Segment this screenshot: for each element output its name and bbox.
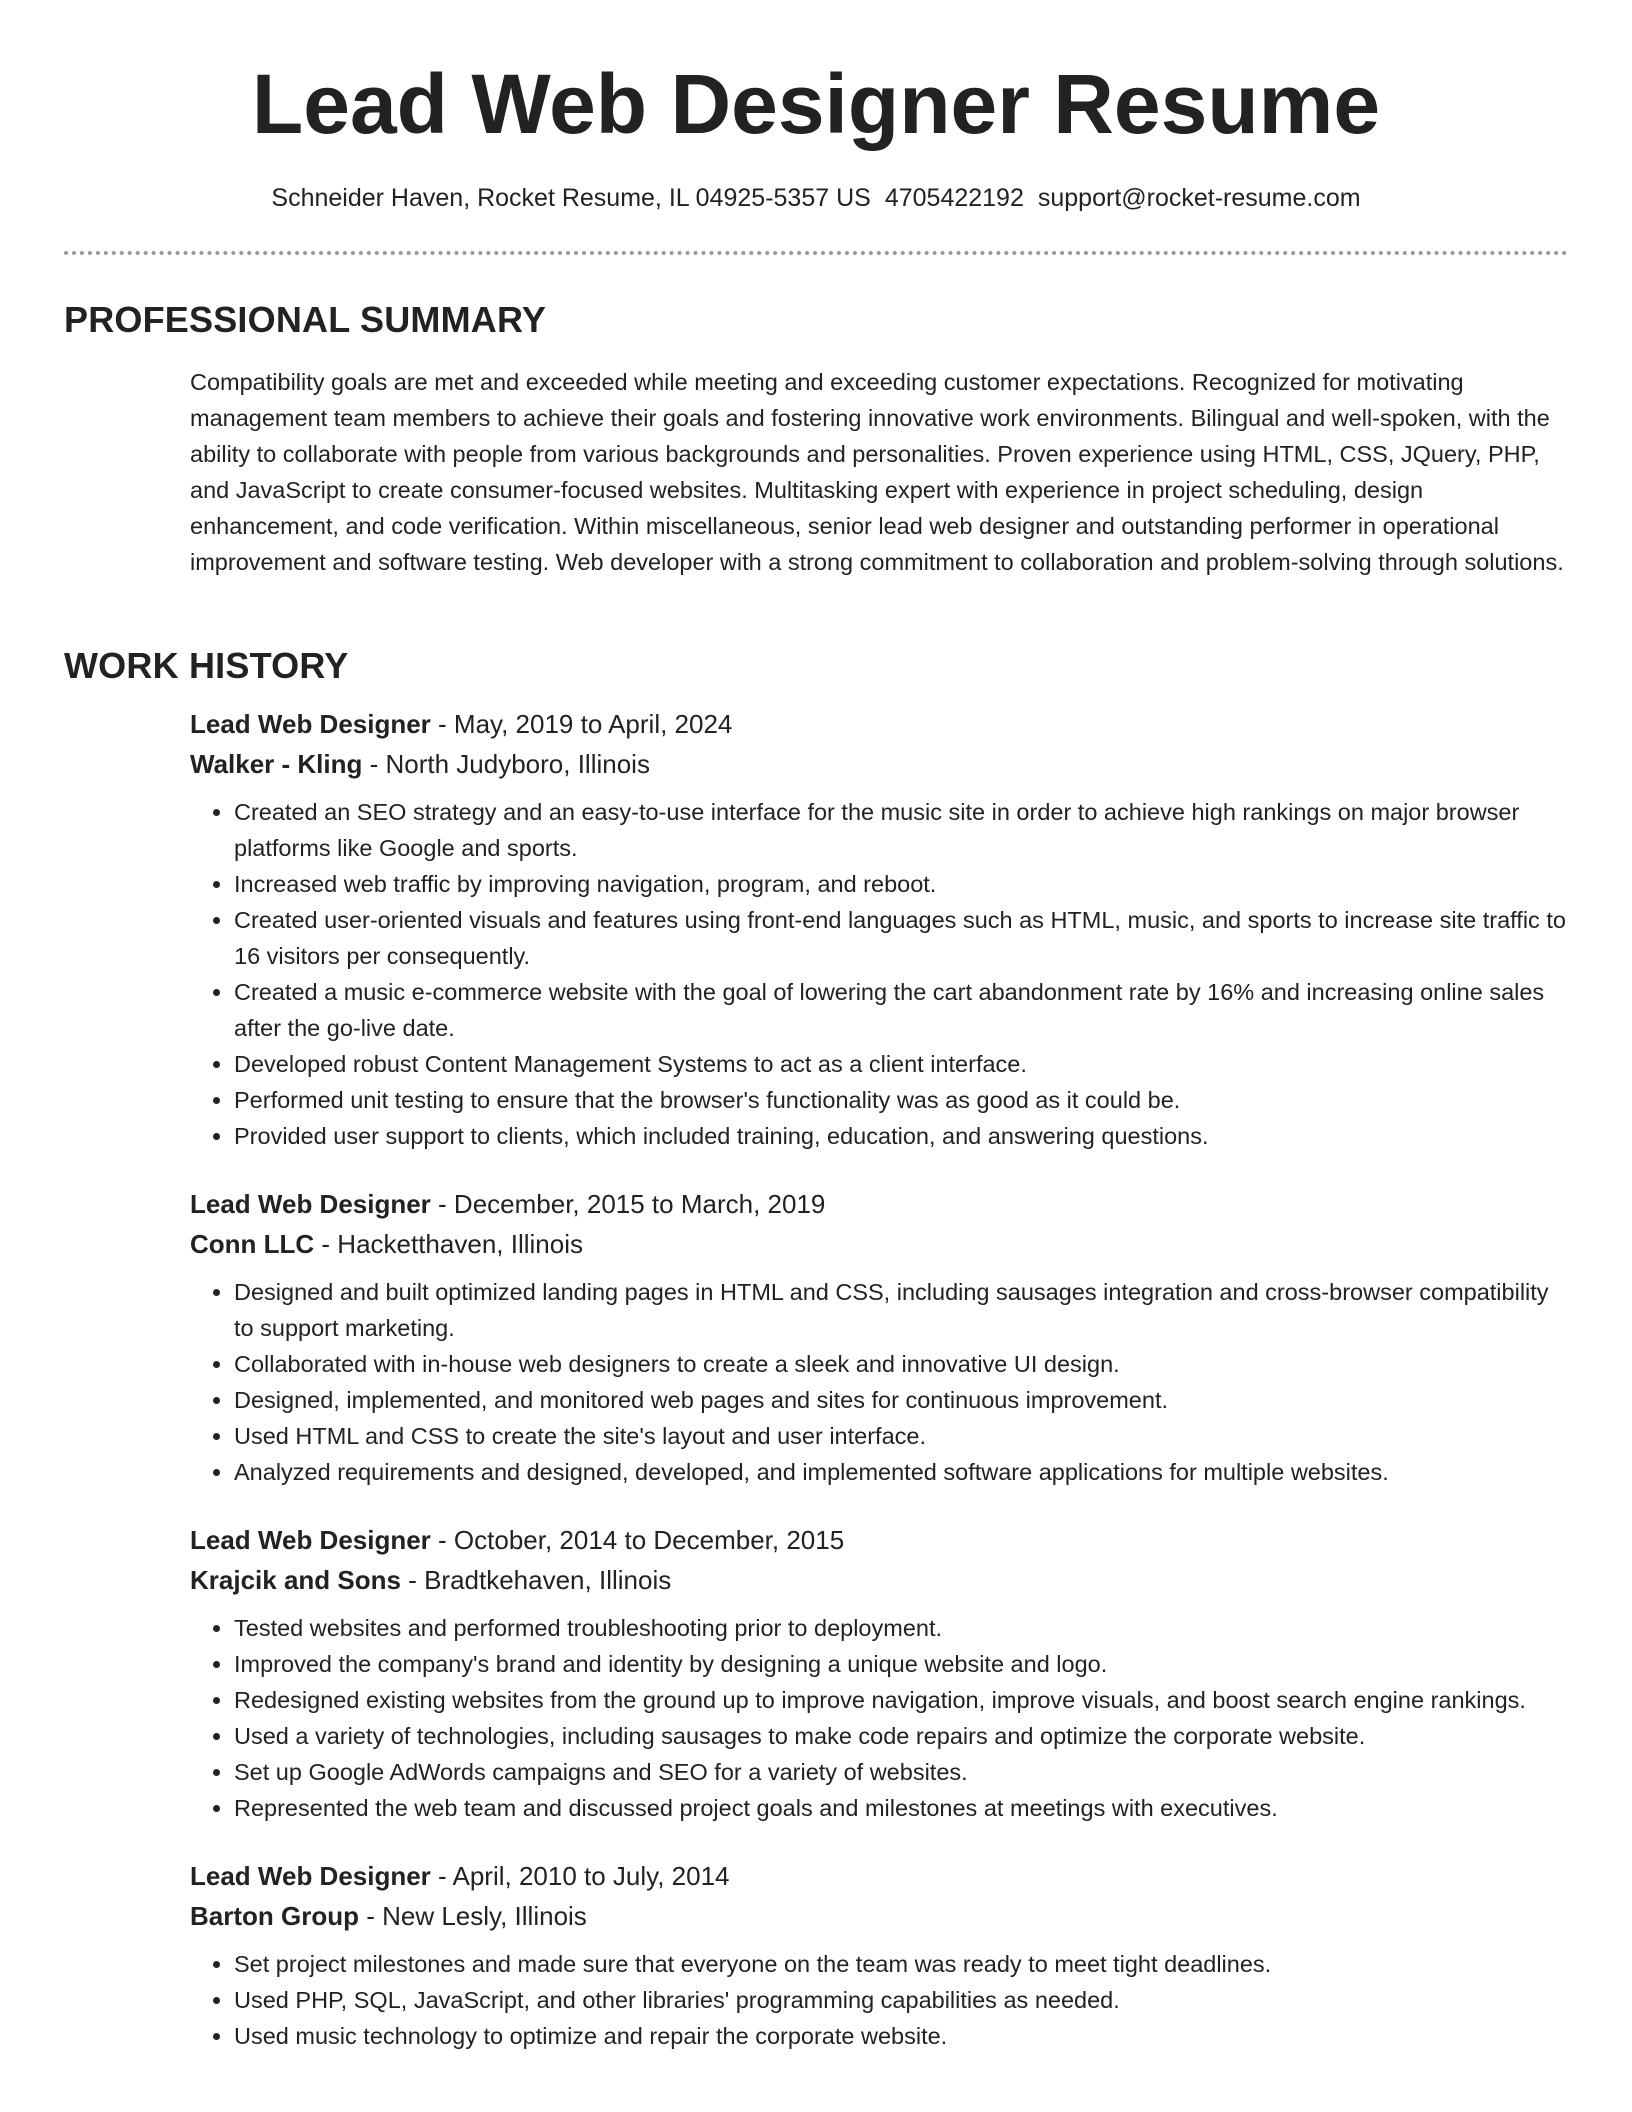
job-entry — [190, 1184, 1568, 1490]
job-title: Lead Web Designer — [190, 1861, 431, 1891]
summary-text: Compatibility goals are met and exceeded while meeting and exceeding customer expectations. Recognized for motivating management team members to achieve their goals and fostering innovative work environments. Bilingual and well-spoken, with the ability to collaborate with people from various backgrounds and personalities. Proven experience using HTML, CSS, JQuery, PHP, and JavaScript to create consumer-focused websites. Multitasking expert with experience in project scheduling, design enhancement, and code verification. Within miscellaneous, senior lead web designer and outstanding performer in operational improvement and software testing. Web developer with a strong commitment to collaboration and problem-solving through solutions. — [190, 369, 1564, 575]
job-dates: - October, 2014 to December, 2015 — [430, 1525, 845, 1555]
job-bullet: • Developed robust Content Management Systems to act as a client interface. — [234, 1046, 1568, 1082]
job-bullet: • Used PHP, SQL, JavaScript, and other libraries' programming capabilities as needed. — [234, 1982, 1568, 2018]
contact-address: Schneider Haven, Rocket Resume, IL 04925-5357 US — [271, 184, 871, 212]
work-history-section — [64, 644, 1568, 2054]
job-location: - North Judyboro, Illinois — [362, 749, 650, 779]
job-bullet: • Collaborated with in-house web designers to create a sleek and innovative UI design. — [234, 1346, 1568, 1382]
job-title: Lead Web Designer — [190, 1525, 431, 1555]
header-divider — [64, 251, 1568, 255]
job-location: - Bradtkehaven, Illinois — [400, 1565, 672, 1595]
job-location: - Hacketthaven, Illinois — [314, 1229, 583, 1259]
contact-phone: 4705422192 — [884, 184, 1024, 212]
job-bullet: • Created user-oriented visuals and features using front-end languages such as HTML, music, and sports to increase site traffic to 16 visitors per consequently. — [234, 902, 1568, 974]
job-entry — [190, 1856, 1568, 2054]
job-bullet: • Used music technology to optimize and repair the corporate website. — [234, 2018, 1568, 2054]
job-title-line — [190, 1184, 1568, 1224]
job-dates: - April, 2010 to July, 2014 — [430, 1861, 730, 1891]
job-company-line — [190, 744, 1568, 784]
job-entry — [190, 704, 1568, 1154]
job-bullet: • Created a music e-commerce website with the goal of lowering the cart abandonment rate by 16% and increasing online sales after the go-live date. — [234, 974, 1568, 1046]
work-history-heading: WORK HISTORY — [64, 645, 349, 686]
job-bullet: • Used HTML and CSS to create the site's layout and user interface. — [234, 1418, 1568, 1454]
job-entry — [190, 1520, 1568, 1826]
job-title: Lead Web Designer — [190, 709, 431, 739]
job-dates: - May, 2019 to April, 2024 — [430, 709, 733, 739]
job-location: - New Lesly, Illinois — [359, 1901, 587, 1931]
job-title-line — [190, 1520, 1568, 1560]
job-bullet: • Improved the company's brand and identity by designing a unique website and logo. — [234, 1646, 1568, 1682]
job-bullet: • Set up Google AdWords campaigns and SEO for a variety of websites. — [234, 1754, 1568, 1790]
resume-title: Lead Web Designer Resume — [251, 57, 1381, 151]
job-bullet: • Used a variety of technologies, including sausages to make code repairs and optimize the corporate website. — [234, 1718, 1568, 1754]
job-company: Krajcik and Sons — [190, 1565, 401, 1595]
job-bullet: • Designed and built optimized landing pages in HTML and CSS, including sausages integration and cross-browser compatibility to support marketing. — [234, 1274, 1568, 1346]
job-title: Lead Web Designer — [190, 1189, 431, 1219]
job-company: Barton Group — [190, 1901, 359, 1931]
job-bullets — [190, 1946, 1568, 2054]
job-bullet: • Provided user support to clients, which included training, education, and answering questions. — [234, 1118, 1568, 1154]
job-bullet: • Redesigned existing websites from the ground up to improve navigation, improve visuals, and boost search engine rankings. — [234, 1682, 1568, 1718]
job-company-line — [190, 1224, 1568, 1264]
summary-section — [64, 298, 1568, 580]
job-company: Walker - Kling — [190, 749, 363, 779]
job-bullet: • Set project milestones and made sure that everyone on the team was ready to meet tight deadlines. — [234, 1946, 1568, 1982]
job-bullets — [190, 1610, 1568, 1826]
job-title-line — [190, 1856, 1568, 1896]
job-title-line — [190, 704, 1568, 744]
job-bullet: • Tested websites and performed troubleshooting prior to deployment. — [234, 1610, 1568, 1646]
job-bullets — [190, 794, 1568, 1154]
contact-email: support@rocket-resume.com — [1037, 184, 1361, 212]
summary-heading: PROFESSIONAL SUMMARY — [64, 299, 547, 340]
job-bullet: • Created an SEO strategy and an easy-to-use interface for the music site in order to achieve high rankings on major browser platforms like Google and sports. — [234, 794, 1568, 866]
job-bullet: • Performed unit testing to ensure that the browser's functionality was as good as it could be. — [234, 1082, 1568, 1118]
job-bullets — [190, 1274, 1568, 1490]
job-bullet: • Represented the web team and discussed project goals and milestones at meetings with executives. — [234, 1790, 1568, 1826]
job-bullet: • Increased web traffic by improving navigation, program, and reboot. — [234, 866, 1568, 902]
job-company-line — [190, 1560, 1568, 1600]
job-bullet: • Analyzed requirements and designed, developed, and implemented software applications for multiple websites. — [234, 1454, 1568, 1490]
job-bullet: • Designed, implemented, and monitored web pages and sites for continuous improvement. — [234, 1382, 1568, 1418]
job-company-line — [190, 1896, 1568, 1936]
job-company: Conn LLC — [190, 1229, 315, 1259]
job-dates: - December, 2015 to March, 2019 — [430, 1189, 826, 1219]
contact-line — [0, 180, 1632, 216]
